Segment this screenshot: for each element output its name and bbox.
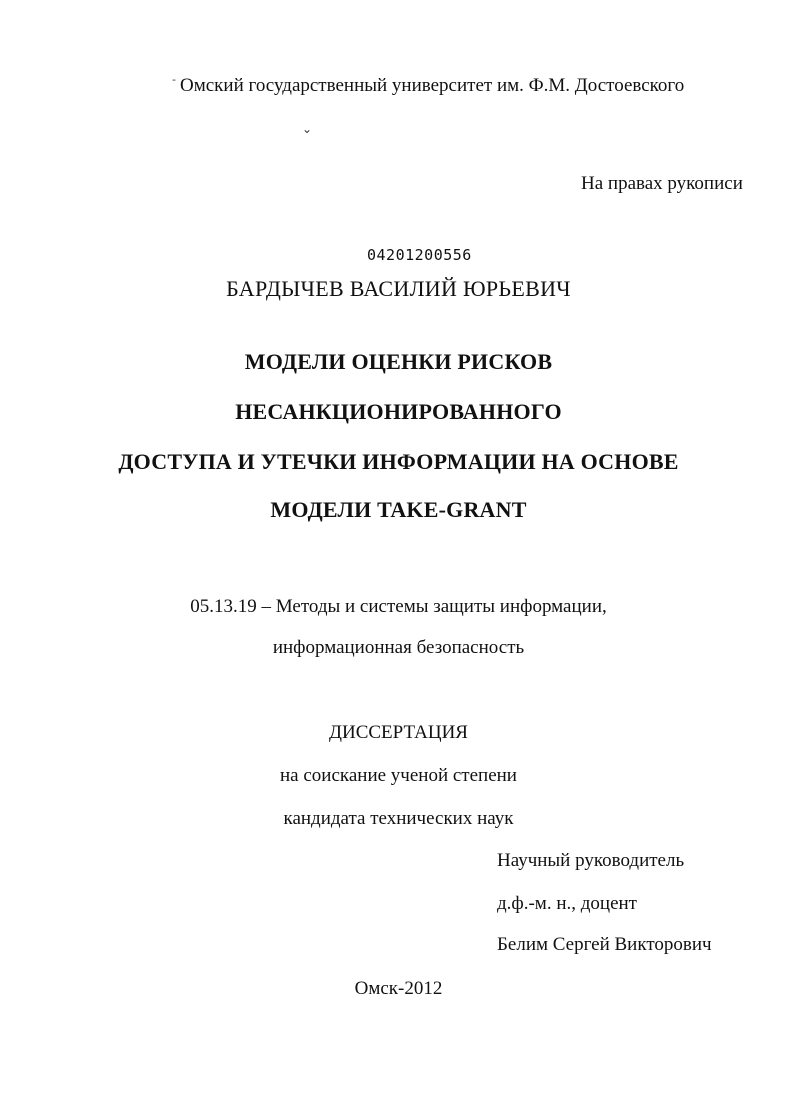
supervisor-name: Белим Сергей Викторович — [497, 934, 712, 955]
university-name: Омский государственный университет им. Ф.М. Достоевского — [180, 75, 685, 96]
registration-number: 04201200556 — [367, 246, 472, 264]
supervisor-label: Научный руководитель — [497, 850, 685, 871]
scan-artifact-dash: - — [172, 73, 176, 86]
degree-name: кандидата технических наук — [283, 808, 514, 829]
title-line-3: ДОСТУПА И УТЕЧКИ ИНФОРМАЦИИ НА ОСНОВЕ — [118, 449, 679, 474]
document-type: ДИССЕРТАЦИЯ — [329, 722, 468, 743]
specialty-line-2: информационная безопасность — [272, 637, 525, 658]
manuscript-rights: На правах рукописи — [581, 173, 743, 194]
degree-purpose: на соискание ученой степени — [280, 765, 517, 786]
specialty-line-1: 05.13.19 – Методы и системы защиты информации, — [190, 596, 607, 617]
title-line-4: МОДЕЛИ TAKE-GRANT — [270, 497, 527, 522]
scan-artifact-tick: ⌄ — [302, 122, 313, 136]
place-year: Омск-2012 — [354, 978, 443, 999]
title-line-2: НЕСАНКЦИОНИРОВАННОГО — [235, 399, 562, 424]
author-name: БАРДЫЧЕВ ВАСИЛИЙ ЮРЬЕВИЧ — [226, 276, 571, 301]
title-line-1: МОДЕЛИ ОЦЕНКИ РИСКОВ — [244, 349, 553, 374]
supervisor-credentials: д.ф.-м. н., доцент — [497, 893, 637, 914]
